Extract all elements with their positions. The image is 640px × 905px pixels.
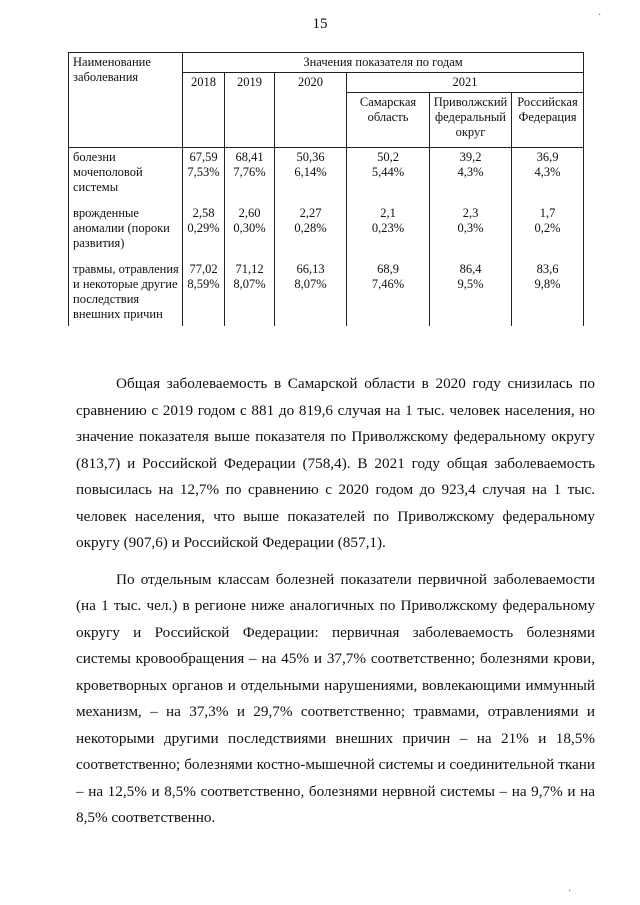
value-cell: 77,02 8,59%	[183, 252, 225, 326]
scan-speck: ·	[568, 886, 572, 897]
disease-name: травмы, отравления и некоторые другие последствия внешних причин	[69, 252, 183, 326]
value-cell: 68,41 7,76%	[225, 148, 275, 197]
header-year-2019: 2019	[225, 73, 275, 148]
value-cell: 2,58 0,29%	[183, 196, 225, 252]
paragraph: По отдельным классам болезней показатели первичной заболеваемости (на 1 тыс. чел.) в регионе ниже аналогичных по Приволжскому федеральному округу и Российской Федерации: первичная заболеваемость болезнями системы кровообращения – на 45% и 37,7% соответственно; болезнями крови, кроветворных органов и отдельными нарушениями, вовлекающими иммунный механизм, – на 37,3% и 29,7% соответственно; травмами, отравлениями и некоторыми другими последствиями внешних причин – на 21% и 18,5% соответственно; болезнями костно-мышечной системы и соединительной ткани – на 12,5% и 8,5% соответственно, болезнями нервной системы – на 9,7% и на 8,5% соответственно.	[76, 570, 595, 826]
value-cell: 50,36 6,14%	[275, 148, 347, 197]
scan-speck: ·	[598, 10, 602, 21]
value-cell: 66,13 8,07%	[275, 252, 347, 326]
disease-name: болезни мочеполовой системы	[69, 148, 183, 197]
disease-name: врожденные аномалии (пороки развития)	[69, 196, 183, 252]
value-cell: 67,59 7,53%	[183, 148, 225, 197]
value-cell: 2,27 0,28%	[275, 196, 347, 252]
value-cell: 2,1 0,23%	[347, 196, 430, 252]
value-cell: 2,60 0,30%	[225, 196, 275, 252]
value-cell: 2,3 0,3%	[430, 196, 512, 252]
header-year-2020: 2020	[275, 73, 347, 148]
value-cell: 86,4 9,5%	[430, 252, 512, 326]
header-year-2021: 2021	[347, 73, 584, 93]
header-disease-name: Наименование заболевания	[69, 53, 183, 148]
header-year-2018: 2018	[183, 73, 225, 148]
paragraph: Общая заболеваемость в Самарской области в 2020 году снизилась по сравнению с 2019 годом с 881 до 819,6 случая на 1 тыс. человек населения, но значение показателя выше показателя по Приволжскому федеральному округу (813,7) и Российской Федерации (758,4). В 2021 году общая заболеваемость повысилась на 12,7% по сравнению с 2020 годом до 923,4 случая на 1 тыс. человек населения, что выше показателей по Приволжскому федеральному округу (907,6) и Российской Федерации (857,1).	[76, 375, 595, 551]
table-row	[69, 252, 584, 326]
table-row	[69, 148, 584, 197]
header-region-volga: Приволжский федеральный округ	[430, 93, 512, 148]
value-cell: 71,12 8,07%	[225, 252, 275, 326]
table-row	[69, 196, 584, 252]
header-region-samara: Самарская область	[347, 93, 430, 148]
page-number: 15	[312, 16, 328, 32]
value-cell: 1,7 0,2%	[512, 196, 584, 252]
value-cell: 50,2 5,44%	[347, 148, 430, 197]
disease-table	[68, 52, 584, 326]
value-cell: 36,9 4,3%	[512, 148, 584, 197]
body-text	[76, 371, 595, 842]
header-region-russia: Российская Федерация	[512, 93, 584, 148]
value-cell: 39,2 4,3%	[430, 148, 512, 197]
header-values-by-year: Значения показателя по годам	[183, 53, 584, 73]
value-cell: 83,6 9,8%	[512, 252, 584, 326]
value-cell: 68,9 7,46%	[347, 252, 430, 326]
